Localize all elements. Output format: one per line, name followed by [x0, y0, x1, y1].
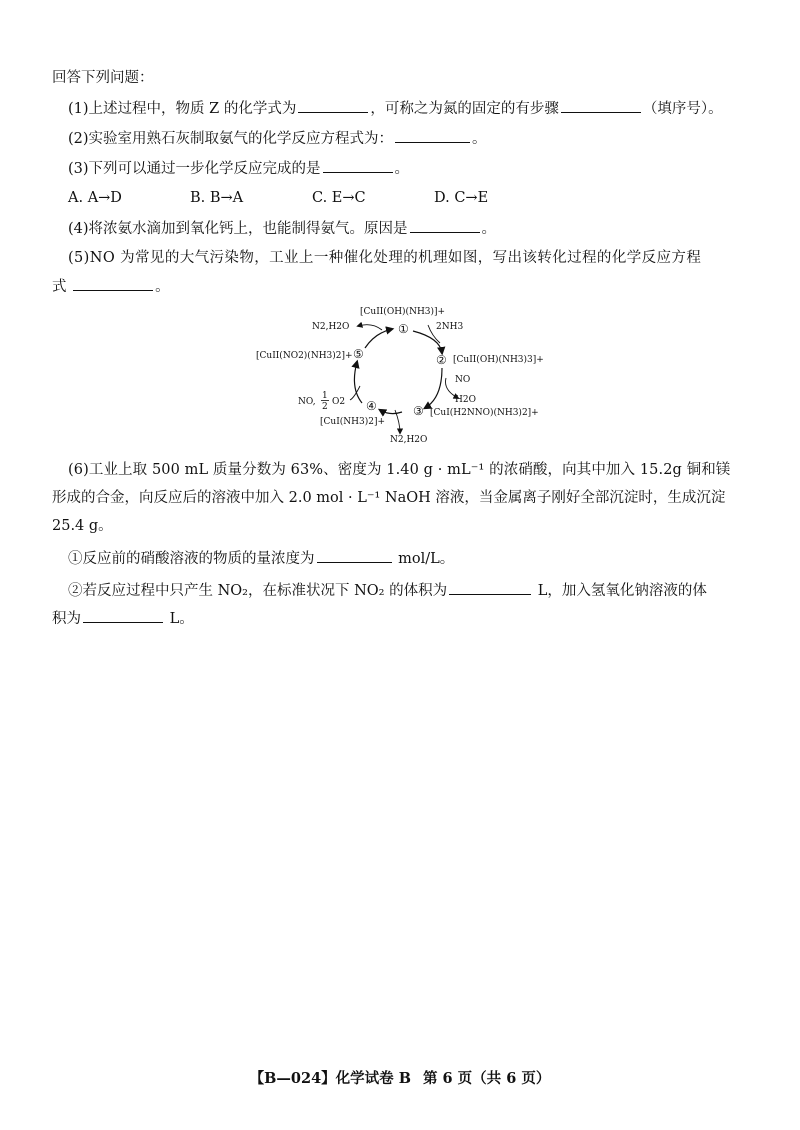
species-5-label: [CuII(NO2)(NH3)2]+: [256, 351, 353, 361]
question-6-sub2: ②若反应过程中只产生 NO₂，在标准状况下 NO₂ 的体积为 L，加入氢氧化钠溶液的体: [68, 580, 778, 601]
reagent-o2: O2: [332, 397, 346, 407]
question-6-sub1: ①反应前的硝酸溶液的物质的量浓度为 mol/L。: [68, 548, 778, 569]
option-b[interactable]: B. B→A: [190, 190, 244, 206]
question-3: (3)下列可以通过一步化学反应完成的是 。: [68, 158, 778, 179]
answer-blank[interactable]: [395, 128, 470, 143]
step-4-marker: ④: [366, 399, 377, 413]
species-1-label: [CuII(OH)(NH3)]+: [360, 307, 446, 317]
question-5-line1: (5)NO 为常见的大气污染物，工业上一种催化处理的机理如图，写出该转化过程的化学反应方程: [68, 250, 702, 266]
question-2: (2)实验室用熟石灰制取氨气的化学反应方程式为： 。: [68, 128, 778, 149]
reagent-h2o: H2O: [455, 395, 476, 405]
answer-blank[interactable]: [298, 98, 368, 113]
reagent-no-o2: NO,: [298, 397, 316, 407]
question-4: (4)将浓氨水滴加到氧化钙上，也能制得氨气。原因是 。: [68, 218, 778, 239]
question-5-line2: 式 。: [52, 276, 762, 297]
page-number: 第 6 页（共 6 页）: [422, 1070, 551, 1087]
answer-blank[interactable]: [449, 580, 531, 595]
answer-blank[interactable]: [561, 98, 641, 113]
answer-blank[interactable]: [323, 158, 393, 173]
option-a[interactable]: A. A→D: [68, 190, 122, 206]
step-2-marker: ②: [436, 353, 447, 367]
reagent-n2-h2o-top: N2,H2O: [312, 322, 350, 332]
answer-blank[interactable]: [73, 276, 153, 291]
cycle-arrow: [354, 362, 362, 403]
question-3-options: [68, 188, 778, 208]
page-footer: [0, 1067, 800, 1088]
step-5-marker: ⑤: [353, 347, 364, 361]
cycle-arrow: [425, 368, 442, 408]
species-2-label: [CuII(OH)(NH3)3]+: [453, 355, 544, 365]
exam-code: 【B—024】化学试卷 B: [249, 1070, 411, 1087]
step-1-marker: ①: [398, 322, 409, 336]
catalytic-cycle-diagram: [250, 298, 570, 448]
intro-text: 回答下列问题：: [52, 70, 154, 86]
reagent-n2-h2o-bottom: N2,H2O: [390, 435, 428, 445]
species-4-label: [CuI(NH3)2]+: [320, 417, 385, 427]
cycle-arrow: [365, 329, 392, 348]
species-3-label: [CuI(H2NNO)(NH3)2]+: [430, 408, 539, 418]
question-1: (1)上述过程中，物质 Z 的化学式为 ，可称之为氮的固定的有步骤 （填序号）。: [68, 98, 778, 119]
reagent-arrow: [358, 325, 382, 330]
fraction-numerator: 1: [322, 391, 328, 401]
question-6-sub2-cont: 积为 L。: [52, 608, 762, 629]
question-6-line2: 形成的合金，向反应后的溶液中加入 2.0 mol · L⁻¹ NaOH 溶液，当金属离子刚好全部沉淀时，生成沉淀: [52, 490, 726, 506]
step-3-marker: ③: [413, 404, 424, 418]
question-6-line3: 25.4 g。: [52, 518, 113, 534]
cycle-arrow: [413, 331, 442, 353]
reagent-nh3: 2NH3: [436, 322, 464, 332]
reagent-no: NO: [455, 375, 471, 385]
fraction-denominator: 2: [322, 402, 328, 412]
answer-blank[interactable]: [410, 218, 480, 233]
answer-blank[interactable]: [317, 548, 392, 563]
option-c[interactable]: C. E→C: [312, 190, 366, 206]
option-d[interactable]: D. C→E: [434, 190, 489, 206]
question-6-line1: (6)工业上取 500 mL 质量分数为 63%、密度为 1.40 g · mL⁻¹ 的浓硝酸，向其中加入 15.2g 铜和镁: [68, 462, 731, 478]
answer-blank[interactable]: [83, 608, 163, 623]
cycle-arrow: [380, 410, 402, 414]
